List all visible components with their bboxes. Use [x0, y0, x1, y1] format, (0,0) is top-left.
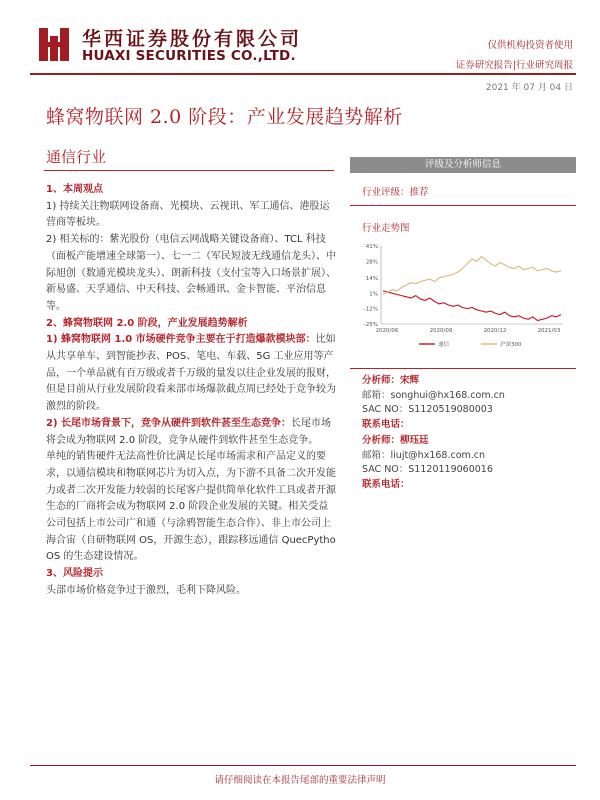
chart-y-tick-label: -25%: [363, 322, 378, 328]
chart-y-tick-label: 14%: [365, 275, 378, 282]
chart-series-line: [383, 291, 561, 321]
report-title: 蜂窝物联网 2.0 阶段：产业发展趋势解析: [46, 106, 403, 128]
email-label: 邮箱：: [362, 389, 391, 401]
industry-rating: [362, 184, 429, 198]
sac-label: SAC NO：: [362, 404, 409, 415]
heading-weekly-view: 1、本周观点: [46, 184, 103, 195]
email-label: 邮箱：: [362, 449, 391, 461]
text-iot-1: 比如从共享单车、到智能抄表、POS、笔电、车载、5G 工业应用等产品，一个单品就有百万级或者千万级的量发以往企业发展的报财，但是目前从行业发展阶段看来部市场爆款截点周已经处于竞争较为激烈的阶段。: [46, 334, 336, 413]
report-type: 证券研究报告|行业研究周报: [455, 60, 573, 71]
chart-y-tick-label: 28%: [365, 259, 378, 266]
chart-series-line: [383, 257, 561, 295]
header-divider: [30, 73, 576, 75]
huaxi-logo-icon: [38, 26, 72, 62]
paragraph-iot-1: [46, 332, 336, 416]
panel-header: 评级及分析师信息: [350, 157, 576, 173]
phone-label: 联系电话：: [362, 418, 410, 430]
analyst-block-2: [362, 434, 493, 492]
analyst-email[interactable]: songhui@hx168.com.cn: [390, 389, 505, 401]
report-date: 2021 年 07 月 04 日: [485, 83, 573, 93]
lead-long-tail: 2) 长尾市场背景下，竞争从硬件到软件甚至生态竞争：: [46, 417, 292, 429]
analyst-name: 宋辉: [400, 375, 420, 386]
chart-y-tick-label: -12%: [363, 306, 378, 313]
industry-trend-chart: [357, 238, 569, 358]
legal-notice: 请仔细阅读在本报告尾部的重要法律声明: [214, 775, 386, 786]
phone-label: 联系电话：: [362, 478, 410, 490]
analyst-sac: S1120519080003: [408, 404, 493, 415]
chart-x-tick-label: 2020/12: [483, 328, 507, 334]
paragraph-software-ecosystem: 单纯的销售硬件无法高性价比满足长尾市场需求和产品定义的要求，以通信模块和物联网芯片为切入点，为下游不具备二次开发能力或者二次开发能力较弱的长尾客户提供简单化软件工具或者开源生态的厂商将会成为物联网 2.0 阶段企业发展的关键。相关受益公司包括上市公司广和通（与涂鸦智能生态合作）、非上市公司上海合宙（自研物联网 OS，开源生态），跟踪移远通信 QuecPytho OS 的生态建设情况。: [46, 451, 336, 563]
chart-x-tick-label: 2021/03: [537, 328, 561, 334]
section-divider: [44, 170, 334, 171]
trend-label: 行业走势图: [362, 223, 410, 234]
paragraph-related-targets: 2) 相关标的：紫光股份（电信云网战略关键设备商）、TCL 科技（面板产能增速全球第一）、七一二（军民短波无线通信龙头）、中际旭创（数通光模块龙头）、朗新科技（支付宝等入口场景扩展）、新易盛、天孚通信、中天科技、会畅通讯、金卡智能、平治信息等。: [46, 234, 336, 312]
analyst-sac: S1120119060016: [408, 464, 493, 475]
chart-y-tick-label: 1%: [369, 291, 378, 298]
analyst-email[interactable]: liujt@hx168.com.cn: [390, 449, 486, 461]
analyst-label: 分析师：: [362, 375, 401, 386]
chart-divider: [350, 368, 576, 369]
rating-label: 行业评级：: [362, 187, 410, 198]
chart-y-tick-label: 41%: [365, 244, 378, 250]
heading-iot-2-stage: 2、蜂窝物联网 2.0 阶段，产业发展趋势解析: [46, 317, 248, 329]
sac-label: SAC NO：: [362, 464, 409, 475]
company-name-cn: 华西证券股份有限公司: [82, 28, 303, 50]
industry-section: 通信行业: [46, 148, 107, 166]
analyst-name: 柳珏廷: [400, 435, 429, 446]
paragraph-long-tail: [46, 416, 336, 449]
company-name-en: HUAXI SECURITIES CO.,LTD.: [82, 48, 296, 64]
chart-legend-label: 沪深300: [500, 342, 522, 348]
analyst-label: 分析师：: [362, 435, 401, 446]
rating-value: 推荐: [409, 187, 429, 198]
lead-iot-1: 1) 蜂窝物联网 1.0 市场硬件竞争主要在于打造爆款模块部：: [46, 334, 316, 346]
paragraph-focus-sectors: 1) 持续关注物联网设备商、光模块、云视讯、军工通信、港股运营商等板块。: [46, 200, 330, 229]
report-body: [46, 182, 336, 600]
chart-x-tick-label: 2020/06: [375, 328, 399, 334]
rating-divider: [350, 205, 576, 206]
audience-note: 仅供机构投资者使用: [487, 40, 573, 51]
paragraph-risk: 头部市场价格竞争过于激烈，毛利下降风险。: [46, 584, 246, 596]
text-long-tail: 长尾市场将会成为物联网 2.0 阶段，竞争从硬件到软件甚至生态竞争。: [46, 417, 332, 446]
footer-divider: [30, 765, 576, 766]
chart-x-tick-label: 2020/09: [429, 328, 453, 334]
heading-risk: 3、风险提示: [46, 568, 103, 580]
analyst-block-1: [362, 374, 505, 432]
chart-legend-label: 通信: [438, 342, 450, 348]
